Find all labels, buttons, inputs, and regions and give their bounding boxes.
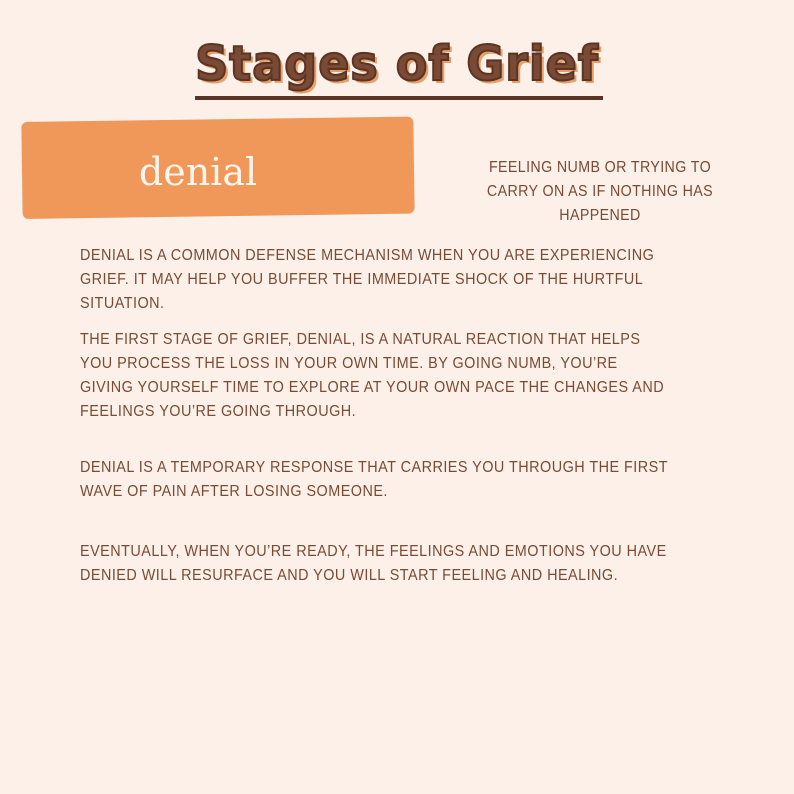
paragraph-3: DENIAL IS A TEMPORARY RESPONSE THAT CARRIES YOU THROUGH THE FIRST WAVE OF PAIN AFTER LOSING SOMEONE. bbox=[80, 459, 668, 500]
paragraph-1: DENIAL IS A COMMON DEFENSE MECHANISM WHEN YOU ARE EXPERIENCING GRIEF. IT MAY HELP YOU BUFFER THE IMMEDIATE SHOCK OF THE HURTFUL SITUATION. bbox=[80, 247, 655, 312]
title-underline bbox=[195, 96, 603, 100]
stage-summary: FEELING NUMB OR TRYING TO CARRY ON AS IF NOTHING HAS HAPPENED bbox=[486, 159, 714, 224]
paragraph-4: EVENTUALLY, WHEN YOU’RE READY, THE FEELINGS AND EMOTIONS YOU HAVE DENIED WILL RESURFACE AND YOU WILL START FEELING AND HEALING. bbox=[80, 543, 667, 584]
stage-name: denial bbox=[138, 150, 258, 194]
page-title: Stages of Grief bbox=[195, 34, 599, 92]
title-container bbox=[0, 34, 794, 92]
paragraph-2: THE FIRST STAGE OF GRIEF, DENIAL, IS A NATURAL REACTION THAT HELPS YOU PROCESS THE LOSS IN YOUR OWN TIME. BY GOING NUMB, YOU’RE GIVING YOURSELF TIME TO EXPLORE AT YOUR OWN PACE THE CHANGES AND FEELINGS YOU’RE GOING THROUGH. bbox=[80, 331, 665, 420]
stage-name-container bbox=[22, 122, 414, 219]
